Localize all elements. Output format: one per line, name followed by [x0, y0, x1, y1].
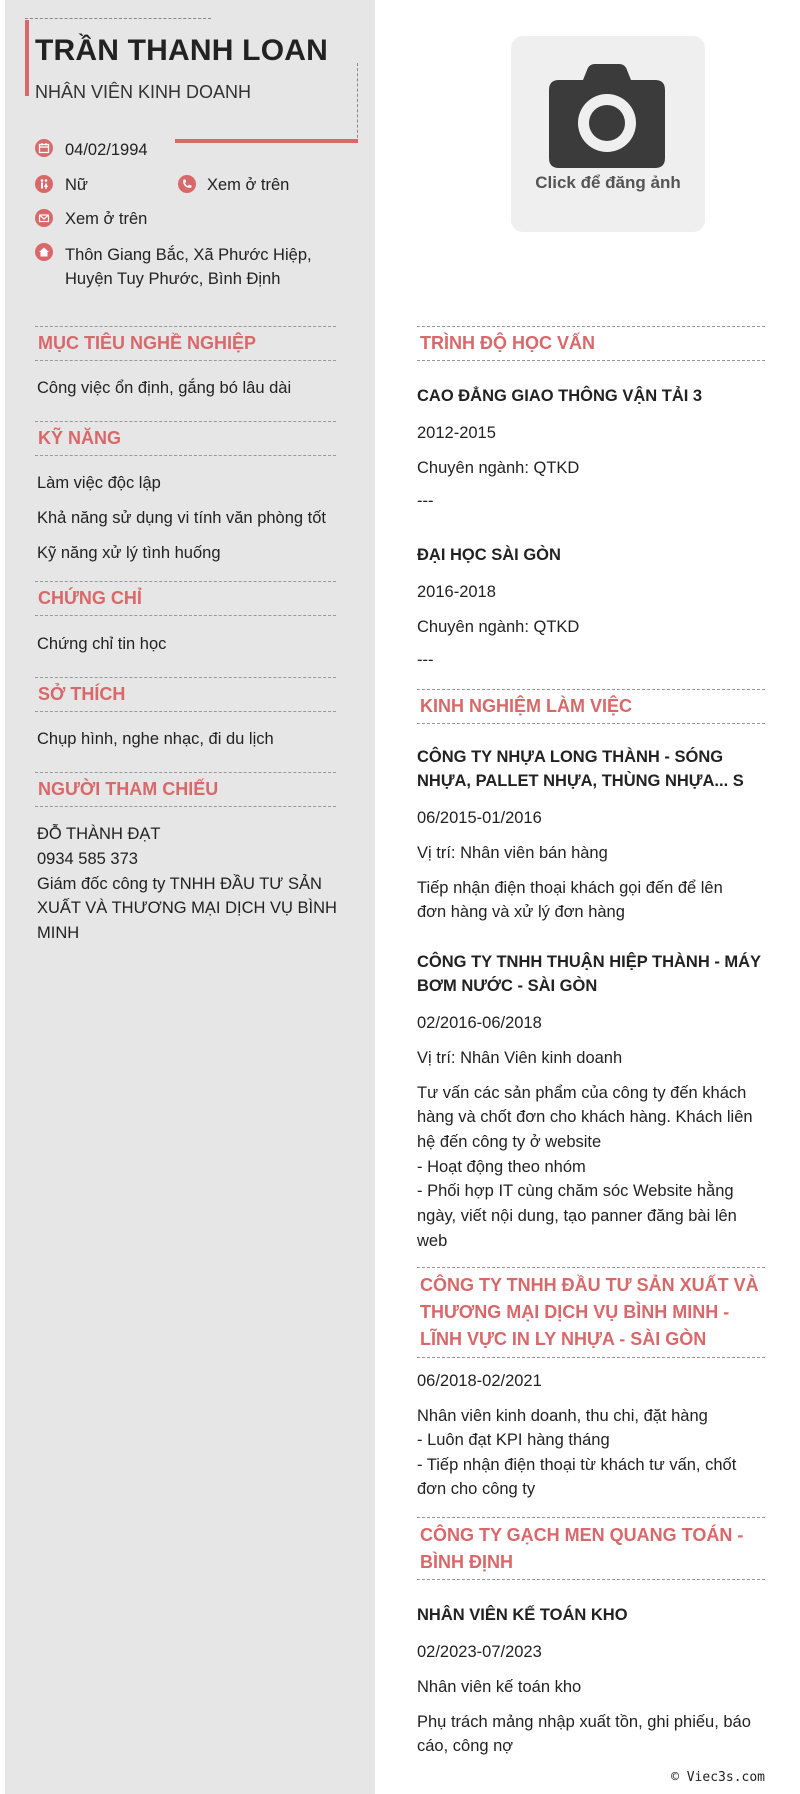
school-name: ĐẠI HỌC SÀI GÒN: [417, 546, 561, 564]
footer-credit: © Viec3s.com: [671, 1770, 765, 1785]
address-line: Thôn Giang Bắc, Xã Phước Hiệp,: [65, 246, 312, 264]
section-title-references: NGƯỜI THAM CHIẾU: [35, 772, 336, 807]
job-period: 02/2016-06/2018: [417, 1014, 542, 1032]
reference-position: Giám đốc công ty TNHH ĐẦU TƯ SẢN: [37, 875, 322, 893]
section-title-line: THƯƠNG MẠI DỊCH VỤ BÌNH MINH -: [420, 1302, 730, 1322]
certificate-item: Chứng chỉ tin học: [37, 635, 167, 653]
section-title-education: TRÌNH ĐỘ HỌC VẤN: [417, 326, 765, 361]
candidate-name: TRẦN THANH LOAN: [35, 34, 328, 67]
gender: Nữ: [65, 176, 88, 194]
reference-name: ĐỖ THÀNH ĐẠT: [37, 825, 161, 843]
email: Xem ở trên: [65, 210, 148, 228]
job-description: hệ đến công ty ở website: [417, 1133, 602, 1151]
section-title-line: BÌNH ĐỊNH: [420, 1551, 513, 1572]
job-period: 02/2023-07/2023: [417, 1643, 542, 1661]
phone-icon: [178, 175, 196, 193]
job-description: Phụ trách mảng nhập xuất tồn, ghi phiếu, báo: [417, 1713, 751, 1731]
job-description: cáo, công nợ: [417, 1737, 514, 1755]
company-name: CÔNG TY TNHH THUẬN HIỆP THÀNH - MÁY: [417, 953, 762, 971]
job-description: Nhân viên kinh doanh, thu chi, đặt hàng: [417, 1407, 708, 1425]
email-icon: [35, 209, 53, 227]
job-period: 06/2018-02/2021: [417, 1372, 542, 1390]
job-description: - Tiếp nhận điện thoại từ khách tư vấn, chốt: [417, 1456, 737, 1474]
job-description: - Luôn đạt KPI hàng tháng: [417, 1431, 610, 1449]
job-description: web: [417, 1232, 448, 1250]
school-note: ---: [417, 651, 434, 669]
school-name: CAO ĐẲNG GIAO THÔNG VẬN TẢI 3: [417, 387, 703, 405]
section-title-hobbies: SỞ THÍCH: [35, 677, 336, 712]
gender-icon: [35, 175, 53, 193]
candidate-role: NHÂN VIÊN KINH DOANH: [35, 82, 252, 102]
skill-item: Kỹ năng xử lý tình huống: [37, 544, 221, 562]
school-period: 2012-2015: [417, 424, 496, 442]
section-title-line: CÔNG TY GẠCH MEN QUANG TOÁN -: [420, 1524, 744, 1545]
school-note: ---: [417, 492, 434, 510]
job-description: - Hoạt động theo nhóm: [417, 1158, 586, 1176]
camera-icon: [549, 64, 665, 168]
school-major: Chuyên ngành: QTKD: [417, 459, 580, 477]
calendar-icon: [35, 139, 53, 157]
company-name: CÔNG TY NHỰA LONG THÀNH - SÓNG: [417, 748, 724, 766]
company-name: BƠM NƯỚC - SÀI GÒN: [417, 977, 598, 995]
skill-item: Làm việc độc lập: [37, 474, 161, 492]
school-major: Chuyên ngành: QTKD: [417, 618, 580, 636]
section-title-line: CÔNG TY TNHH ĐẦU TƯ SẢN XUẤT VÀ: [420, 1275, 759, 1295]
job-description: Tiếp nhận điện thoại khách gọi đến để lên: [417, 879, 723, 897]
reference-position: MINH: [37, 924, 80, 942]
birthday: 04/02/1994: [65, 141, 148, 159]
section-title-objective: MỤC TIÊU NGHỀ NGHIỆP: [35, 326, 336, 361]
job-position: Nhân viên kế toán kho: [417, 1678, 582, 1696]
hobbies-text: Chụp hình, nghe nhạc, đi du lịch: [37, 730, 274, 748]
home-icon: [35, 243, 53, 261]
job-position: Vị trí: Nhân Viên kinh doanh: [417, 1049, 623, 1067]
job-description: - Phối hợp IT cùng chăm sóc Website hằng: [417, 1182, 734, 1200]
job-description: đơn cho công ty: [417, 1480, 536, 1498]
job-description: hàng và chốt đơn cho khách hàng. Khách liên: [417, 1108, 753, 1126]
section-title-line: LĨNH VỰC IN LY NHỰA - SÀI GÒN: [420, 1329, 707, 1349]
section-title-company: [417, 1517, 765, 1580]
divider: [357, 63, 358, 143]
photo-upload-label: Click để đăng ảnh: [535, 173, 681, 192]
photo-upload[interactable]: [511, 36, 705, 232]
company-name: NHỰA, PALLET NHỰA, THÙNG NHỰA... S: [417, 772, 744, 790]
job-description: đơn hàng và xử lý đơn hàng: [417, 903, 625, 921]
section-title-company: [417, 1267, 765, 1358]
job-heading: NHÂN VIÊN KẾ TOÁN KHO: [417, 1606, 628, 1624]
section-title-certificates: CHỨNG CHỈ: [35, 581, 336, 616]
phone: Xem ở trên: [207, 176, 290, 194]
divider: [25, 18, 211, 19]
accent-bar: [25, 20, 29, 96]
cv-header: [25, 18, 358, 126]
address-line: Huyện Tuy Phước, Bình Định: [65, 270, 281, 288]
reference-phone: 0934 585 373: [37, 850, 138, 868]
job-position: Vị trí: Nhân viên bán hàng: [417, 844, 608, 862]
section-title-experience: KINH NGHIỆM LÀM VIỆC: [417, 689, 765, 724]
reference-position: XUẤT VÀ THƯƠNG MẠI DỊCH VỤ BÌNH: [37, 899, 337, 917]
section-title-skills: KỸ NĂNG: [35, 421, 336, 456]
job-description: ngày, viết nội dung, tạo panner đăng bài lên: [417, 1207, 737, 1225]
skill-item: Khả năng sử dụng vi tính văn phòng tốt: [37, 509, 327, 527]
job-period: 06/2015-01/2016: [417, 809, 542, 827]
accent-line: [175, 139, 358, 143]
job-description: Tư vấn các sản phẩm của công ty đến khách: [417, 1084, 747, 1102]
school-period: 2016-2018: [417, 583, 496, 601]
objective-text: Công việc ổn định, gắng bó lâu dài: [37, 379, 292, 397]
